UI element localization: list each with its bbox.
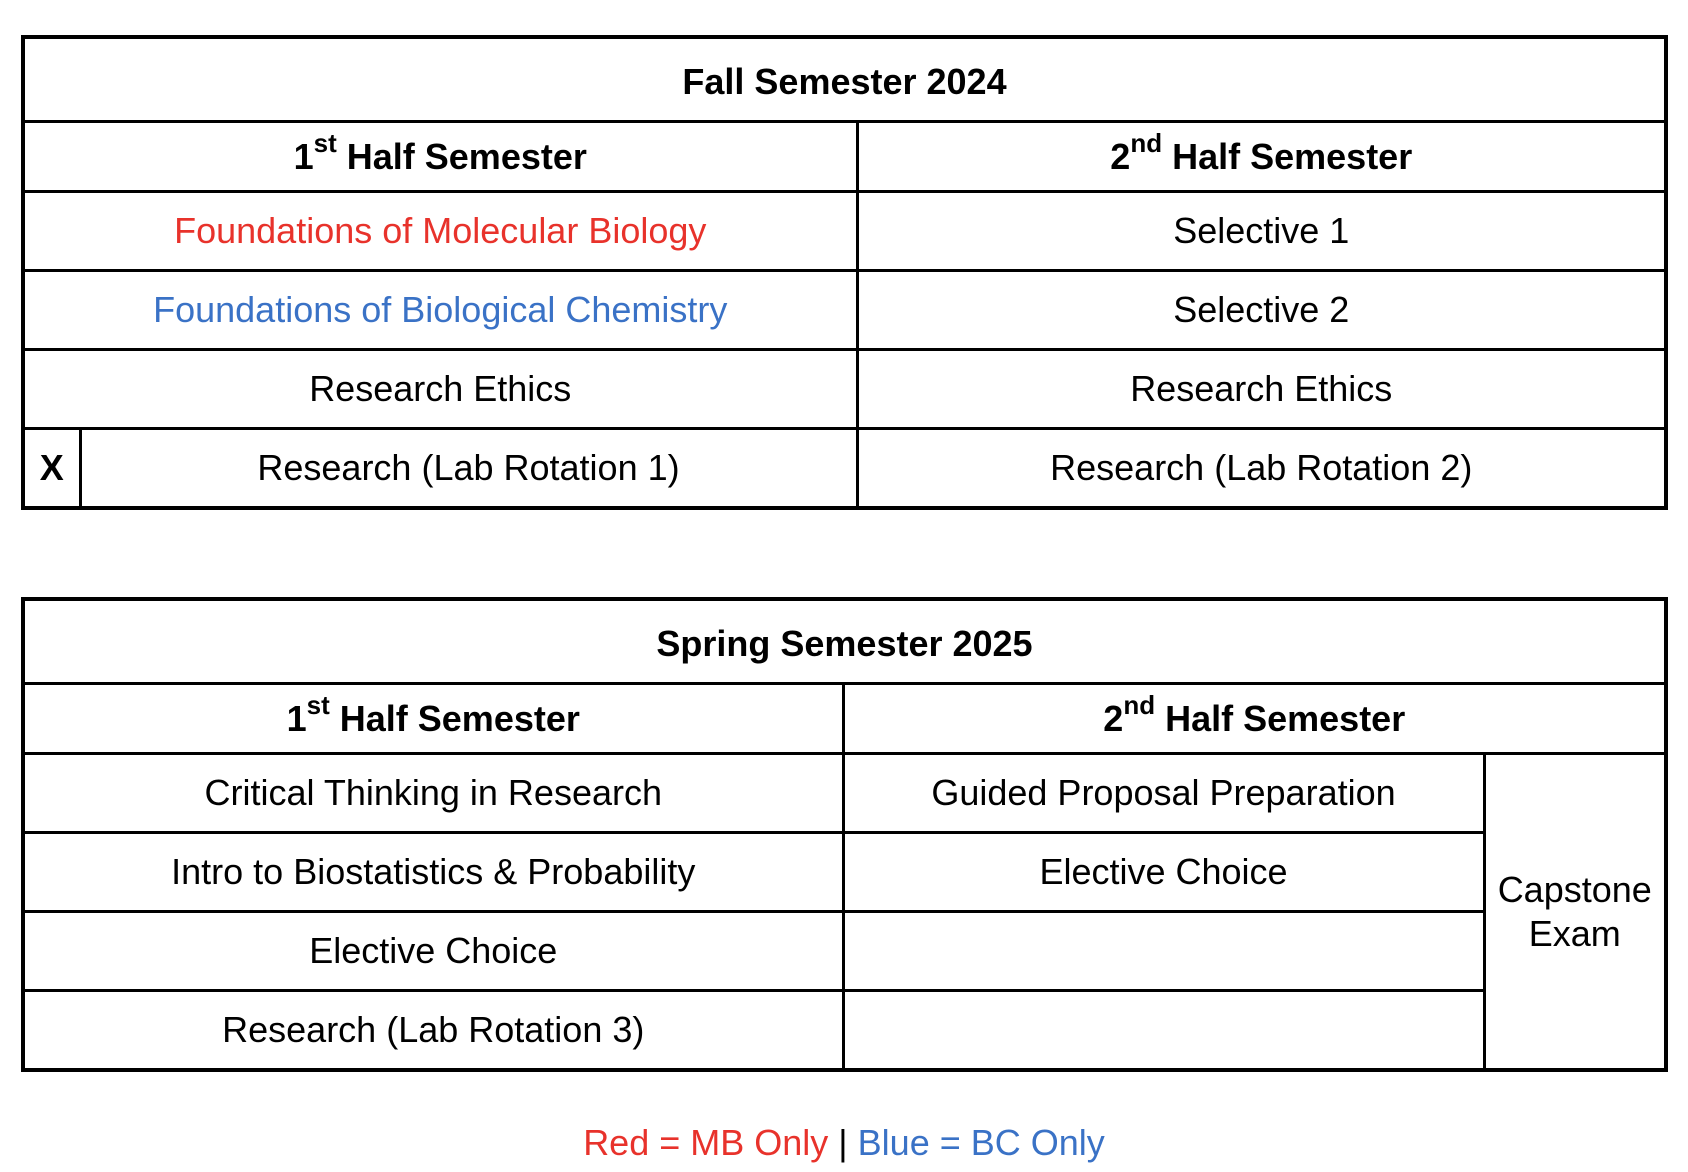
- fall-course-research-ethics-1: Research Ethics: [23, 350, 857, 429]
- fall-course-selective-2: Selective 2: [857, 271, 1666, 350]
- spring-course-elective-choice-2: Elective Choice: [843, 833, 1484, 912]
- fall-second-half-number: 2: [1110, 135, 1131, 177]
- spring-course-critical-thinking: Critical Thinking in Research: [23, 754, 843, 833]
- fall-course-biological-chemistry: Foundations of Biological Chemistry: [23, 271, 857, 350]
- spring-first-half-suffix: st: [306, 689, 330, 720]
- fall-course-lab-rotation-2: Research (Lab Rotation 2): [857, 429, 1666, 509]
- spring-course-biostatistics: Intro to Biostatistics & Probability: [23, 833, 843, 912]
- fall-course-research-ethics-2: Research Ethics: [857, 350, 1666, 429]
- fall-second-half-suffix: nd: [1130, 127, 1163, 158]
- spring-semester-table: [21, 597, 1668, 1072]
- fall-second-half-header: [857, 122, 1666, 192]
- fall-semester-title: Fall Semester 2024: [23, 37, 1666, 122]
- spring-second-half-number: 2: [1103, 697, 1124, 739]
- fall-course-selective-1: Selective 1: [857, 192, 1666, 271]
- fall-first-half-label: Half Semester: [346, 135, 587, 177]
- completed-mark: X: [23, 429, 80, 509]
- spring-first-half-header: [23, 684, 843, 754]
- legend-separator: |: [838, 1122, 848, 1163]
- spring-course-elective-choice-1: Elective Choice: [23, 912, 843, 991]
- spring-second-half-header: [843, 684, 1666, 754]
- spring-capstone-exam: [1484, 754, 1666, 1071]
- fall-course-molecular-biology: Foundations of Molecular Biology: [23, 192, 857, 271]
- spring-course-guided-proposal: Guided Proposal Preparation: [843, 754, 1484, 833]
- color-legend: [0, 1121, 1688, 1165]
- legend-red-mb: Red = MB Only: [583, 1122, 829, 1163]
- spring-course-lab-rotation-3: Research (Lab Rotation 3): [23, 991, 843, 1071]
- legend-blue-bc: Blue = BC Only: [857, 1122, 1105, 1163]
- spring-first-half-number: 1: [286, 697, 307, 739]
- spring-second-half-suffix: nd: [1123, 689, 1156, 720]
- spring-semester-title: Spring Semester 2025: [23, 599, 1666, 684]
- fall-semester-table: [21, 35, 1668, 510]
- fall-first-half-suffix: st: [313, 127, 337, 158]
- capstone-exam-label: Capstone Exam: [1497, 869, 1652, 954]
- fall-first-half-header: [23, 122, 857, 192]
- spring-empty-cell-1: [843, 912, 1484, 991]
- spring-second-half-label: Half Semester: [1165, 697, 1406, 739]
- spring-empty-cell-2: [843, 991, 1484, 1071]
- fall-course-lab-rotation-1: Research (Lab Rotation 1): [80, 429, 857, 509]
- fall-second-half-label: Half Semester: [1172, 135, 1413, 177]
- spring-first-half-label: Half Semester: [339, 697, 580, 739]
- fall-first-half-number: 1: [293, 135, 314, 177]
